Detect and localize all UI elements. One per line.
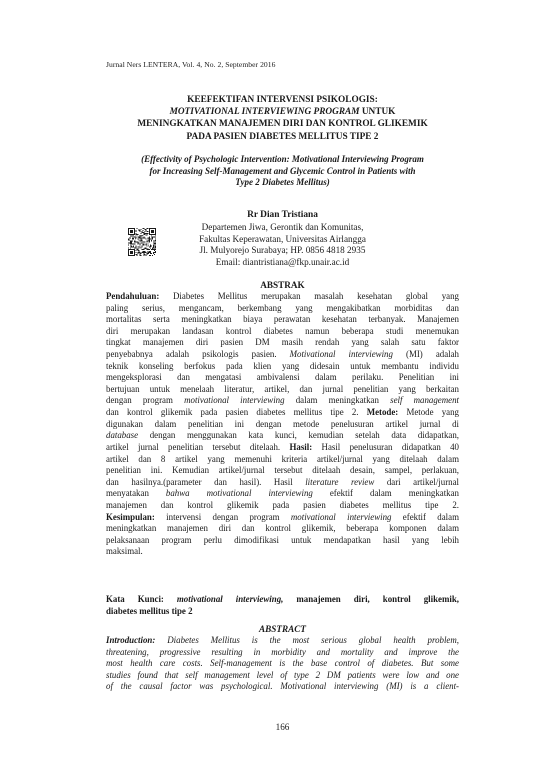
affiliation-line-1: Departemen Jiwa, Gerontik dan Komunitas, (201, 222, 364, 232)
abstrak-text: Pendahuluan: (106, 291, 160, 301)
page-number: 166 (275, 722, 290, 732)
abstrak-text: literature review (305, 476, 375, 487)
english-title-line-3: Type 2 Diabetes Mellitus) (235, 177, 330, 188)
abstrak-text: Hasil penelusuran didapatkan 40 (312, 441, 459, 452)
abstrak-text: dalam meningkatkan (284, 395, 391, 406)
abstrak-line (106, 500, 459, 512)
english-title-line-1: (Effectivity of Psychologic Intervention: Motivational Interviewing Program (141, 154, 424, 164)
abstract-text: Diabetes Mellitus is the most serious global health problem, (155, 635, 459, 645)
abstrak-text: bertujuan untuk menelaah literatur, artikel, dan jurnal penelitian yang berkaitan (106, 383, 459, 394)
author-affiliation (106, 222, 459, 269)
keywords-line-1 (106, 594, 459, 606)
abstrak-text: database (106, 430, 139, 441)
abstract-body (106, 635, 459, 693)
abstrak-text: (MI) adalah (392, 349, 459, 360)
abstrak-line (106, 535, 459, 547)
abstrak-line (106, 512, 459, 524)
abstrak-text: paling serius, mengancam, berkembang yang mengakibatkan morbiditas dan (106, 302, 459, 313)
abstrak-line (106, 372, 459, 384)
abstract-line (106, 647, 459, 659)
author-email: Email: diantristiana@fkp.unair.ac.id (215, 257, 350, 268)
abstrak-heading: ABSTRAK (260, 280, 305, 290)
abstrak-text: motivational interviewing (184, 395, 285, 406)
title-line-4: PADA PASIEN DIABETES MELLITUS TIPE 2 (186, 131, 379, 142)
abstrak-line (106, 430, 459, 442)
abstrak-text: artikel dan 8 artikel yang memenuhi kriteria artikel/jurnal yang ditelaah dalam (106, 453, 459, 464)
title-line-2 (106, 106, 459, 118)
abstract-text: of the causal factor was psychological. Motivational interviewing (MI) is a client- (106, 681, 459, 692)
abstrak-line (106, 337, 459, 349)
abstrak-text: Motivational interviewing (289, 349, 393, 360)
abstrak-text: dari artikel/jurnal (374, 476, 459, 487)
abstract-text: most health care costs. Self-management is the base control of diabetes. But some (106, 658, 459, 669)
title-line-1: KEEFEKTIFAN INTERVENSI PSIKOLOGIS: (187, 95, 378, 105)
abstrak-line (106, 419, 459, 431)
abstrak-line (106, 384, 459, 396)
abstrak-line (106, 349, 459, 361)
abstrak-line (106, 326, 459, 338)
abstract-line (106, 635, 459, 647)
keywords (106, 594, 459, 617)
abstrak-text: penyebabnya adalah psikologis pasien. (106, 349, 290, 360)
abstrak-body (106, 291, 459, 558)
abstrak-text: mengeksplorasi dan mengatasi ambivalensi dalam perilaku. Penelitian ini (106, 372, 459, 383)
abstrak-text: dan hasilnya.(parameter dan hasil). Hasil (106, 476, 306, 487)
abstrak-line (106, 546, 459, 558)
abstract-line (106, 681, 459, 693)
abstrak-text: dengan menggunakan kata kunci, kemudian setelah data didapatkan, (138, 430, 459, 441)
running-header: Jurnal Ners LENTERA, Vol. 4, No. 2, September 2016 (106, 60, 276, 69)
abstract-line (106, 658, 459, 670)
abstract-line (106, 670, 459, 682)
affiliation-line-2: Fakultas Keperawatan, Universitas Airlangga (199, 233, 366, 244)
abstrak-text: teknik konseling berfokus pada klien yang didesain untuk membantu individu (106, 360, 459, 371)
abstrak-text: Hasil: (289, 441, 313, 452)
article-title (106, 94, 459, 143)
abstrak-text: menyatakan (106, 488, 166, 499)
english-title (106, 154, 459, 189)
abstrak-line (106, 465, 459, 477)
keywords-label: Kata Kunci: (106, 594, 164, 604)
title-line-3: MENINGKATKAN MANAJEMEN DIRI DAN KONTROL GLIKEMIK (137, 119, 428, 130)
abstrak-text: self management (390, 395, 460, 406)
abstract-text: Introduction: (106, 635, 156, 645)
affiliation-phone: Jl. Mulyorejo Surabaya; HP. 0856 4818 2935 (199, 245, 366, 256)
abstrak-line (106, 395, 459, 407)
abstrak-line (106, 303, 459, 315)
abstrak-text: pelaksanaan program perlu dimodifikasi untuk mendapatkan hasil yang lebih (106, 534, 459, 545)
keywords-line-2: diabetes mellitus tipe 2 (106, 605, 193, 616)
abstrak-text: intervensi dengan program (154, 511, 291, 522)
abstrak-text: bahwa motivational interviewing (165, 488, 313, 499)
abstrak-text: mortalitas serta meningkatkan biaya perawatan kesehatan terbanyak. Manajemen (106, 314, 459, 325)
title-italic-phrase: MOTIVATIONAL INTERVIEWING PROGRAM (169, 107, 360, 118)
abstrak-text: motivational interviewing (290, 511, 392, 522)
abstrak-text: dan kontrol glikemik pada pasien diabetes mellitus tipe 2. (106, 407, 367, 418)
abstrak-text: meningkatkan manajemen diri dan kontrol glikemik, beberapa komponen dalam (106, 523, 459, 534)
abstrak-text: Kesimpulan: (106, 511, 155, 522)
abstrak-text: digunakan dalam penelitian ini dengan metode penelusuran artikel jurnal di (106, 418, 459, 429)
abstrak-line (106, 314, 459, 326)
title-line-2-rest: UNTUK (359, 107, 396, 118)
abstrak-line (106, 442, 459, 454)
english-title-line-2: for Increasing Self-Management and Glycemic Control in Patients with (149, 165, 416, 176)
abstrak-text: maksimal. (106, 546, 143, 557)
abstrak-text: Metode: (366, 407, 399, 418)
abstrak-text: Diabetes Mellitus merupakan masalah kesehatan global yang (159, 291, 459, 301)
abstrak-text: Metode yang (398, 407, 459, 418)
abstrak-text: artikel jurnal penelitian tersebut ditelaah. (106, 441, 290, 452)
abstrak-text: penelitian ini. Kemudian artikel/jurnal tersebut ditelaah desain, sampel, perlakuan, (106, 465, 459, 476)
abstrak-text: dengan program (106, 395, 185, 406)
abstract-heading: ABSTRACT (259, 624, 306, 634)
abstrak-line (106, 407, 459, 419)
abstrak-text: diri merupakan landasan kontrol diabetes namun beberapa studi menemukan (106, 325, 459, 336)
author-name: Rr Dian Tristiana (247, 210, 318, 220)
abstrak-line (106, 291, 459, 303)
keywords-rest: manajemen diri, kontrol glikemik, (283, 594, 459, 604)
abstrak-line (106, 361, 459, 373)
abstrak-text: tingkat manajemen diri pasien DM masih rendah yang salah satu faktor (106, 337, 459, 348)
abstract-text: studies found that self management level of type 2 DM patients were low and one (106, 669, 459, 680)
abstrak-line (106, 477, 459, 489)
abstrak-text: efektif dalam meningkatkan (312, 488, 459, 499)
abstrak-text: manajemen dan kontrol glikemik pada pasien diabetes mellitus tipe 2. (106, 499, 459, 510)
keywords-italic-term: motivational interviewing, (176, 594, 284, 604)
abstrak-line (106, 488, 459, 500)
abstract-text: threatening, progressive resulting in morbidity and mortality and improve the (106, 646, 459, 657)
abstrak-line (106, 454, 459, 466)
abstrak-text: efektif dalam (391, 511, 459, 522)
abstrak-line (106, 523, 459, 535)
